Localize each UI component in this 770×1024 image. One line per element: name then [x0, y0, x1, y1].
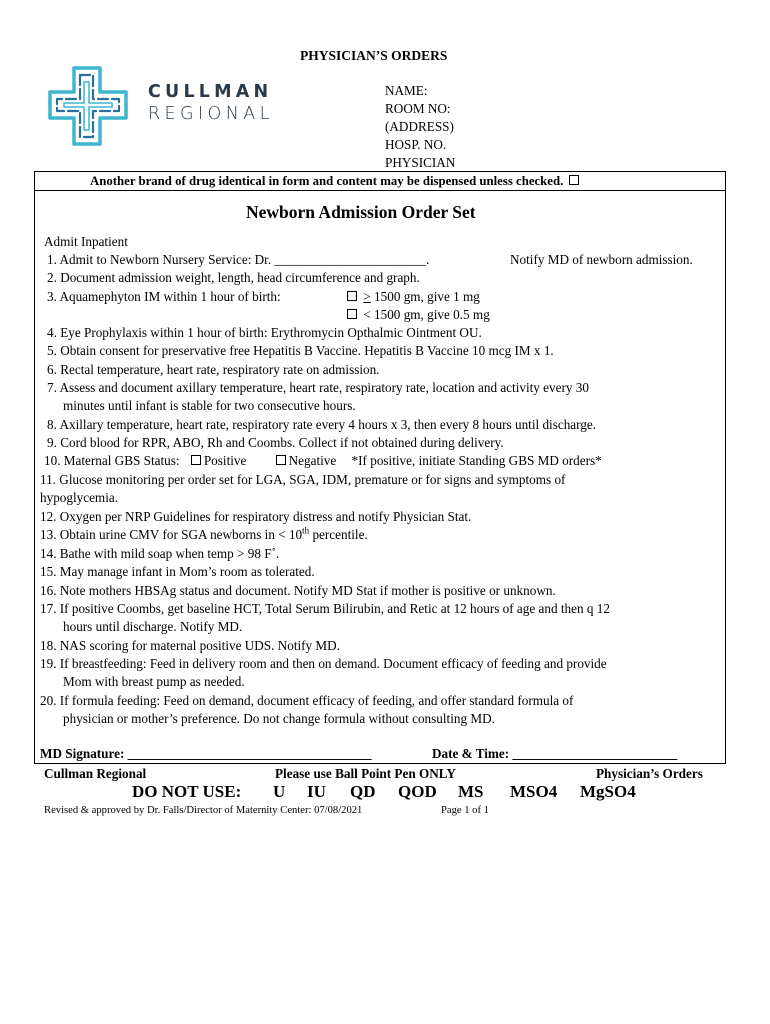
- footer-form-name: Physician’s Orders: [596, 766, 703, 781]
- order-6: 6. Rectal temperature, heart rate, respiratory rate on admission.: [47, 362, 380, 377]
- order-4: 4. Eye Prophylaxis within 1 hour of birth: Erythromycin Opthalmic Ointment OU.: [47, 325, 482, 340]
- page-number: Page 1 of 1: [441, 805, 489, 816]
- gbs-positive-label: Positive: [203, 453, 247, 468]
- cross-logo-icon: [44, 62, 132, 150]
- order-13: [40, 526, 368, 544]
- dnu-abbrev: U: [273, 782, 286, 801]
- order-3-option-1: [345, 288, 480, 306]
- admit-inpatient: Admit Inpatient: [44, 234, 128, 249]
- order-10: [44, 452, 602, 470]
- brand-notice: [90, 172, 582, 190]
- brand-notice-text: Another brand of drug identical in form and content may be dispensed unless checked.: [90, 174, 564, 188]
- aquamephyton-0-5mg-checkbox[interactable]: [347, 309, 357, 319]
- do-not-use-label: DO NOT USE:: [132, 782, 242, 801]
- order-3-option-1-symbol: >: [363, 289, 371, 304]
- form-title: Newborn Admission Order Set: [246, 202, 476, 222]
- notice-divider: [34, 190, 726, 191]
- order-12: 12. Oxygen per NRP Guidelines for respiratory distress and notify Physician Stat.: [40, 509, 472, 524]
- order-13-text-end: percentile.: [309, 527, 368, 542]
- patient-name-field: NAME:: [385, 83, 428, 98]
- order-19: 19. If breastfeeding: Feed in delivery room and then on demand. Document efficacy of feeding and provide: [40, 656, 607, 671]
- gbs-negative-label: Negative: [288, 453, 337, 468]
- order-8: 8. Axillary temperature, heart rate, respiratory rate every 4 hours x 3, then every 8 hours until discharge.: [47, 417, 597, 432]
- footer-pen-note: Please use Ball Point Pen ONLY: [275, 766, 456, 781]
- patient-info-block: [385, 82, 455, 172]
- order-13-text: 13. Obtain urine CMV for SGA newborns in < 10: [40, 527, 303, 542]
- do-not-use-line: [132, 782, 636, 802]
- dnu-abbrev: MSO4: [510, 782, 558, 801]
- order-17-cont: hours until discharge. Notify MD.: [63, 619, 243, 634]
- date-time-line[interactable]: Date & Time: _________________________: [432, 746, 678, 761]
- cullman-regional-logo: [44, 62, 132, 150]
- gbs-positive-checkbox[interactable]: [191, 455, 201, 465]
- dnu-abbrev: QOD: [398, 782, 437, 801]
- order-5: 5. Obtain consent for preservative free Hepatitis B Vaccine. Hepatitis B Vaccine 10 mcg IM x 1.: [47, 343, 554, 358]
- brand-substitution-checkbox[interactable]: [569, 175, 579, 185]
- address-field: (ADDRESS): [385, 119, 454, 134]
- order-19-cont: Mom with breast pump as needed.: [63, 674, 245, 689]
- revision-note: Revised & approved by Dr. Falls/Director of Maternity Center: 07/08/2021: [44, 805, 363, 816]
- order-3-option-1-text: 1500 gm, give 1 mg: [370, 289, 480, 304]
- order-1-text: 1. Admit to Newborn Nursery Service: Dr. _______________________.: [47, 252, 430, 267]
- order-1-notify: Notify MD of newborn admission.: [510, 252, 693, 267]
- order-16: 16. Note mothers HBSAg status and document. Notify MD Stat if mother is positive or unknown.: [40, 583, 556, 598]
- order-10-label: 10. Maternal GBS Status:: [44, 453, 180, 468]
- order-9: 9. Cord blood for RPR, ABO, Rh and Coombs. Collect if not obtained during delivery.: [47, 435, 504, 450]
- order-14: 14. Bathe with mild soap when temp > 98 F˚.: [40, 546, 280, 561]
- order-13-sup: th: [302, 525, 310, 536]
- order-3-option-2: [345, 306, 490, 324]
- hosp-no-field: HOSP. NO.: [385, 137, 447, 152]
- order-20-cont: physician or mother’s preference. Do not change formula without consulting MD.: [63, 711, 495, 726]
- room-no-field: ROOM NO:: [385, 101, 451, 116]
- logo-text-cullman: CULLMAN: [148, 82, 273, 102]
- order-20: 20. If formula feeding: Feed on demand, document efficacy of feeding, and offer standard formula of: [40, 693, 574, 708]
- footer-hospital: Cullman Regional: [44, 766, 147, 781]
- dnu-abbrev: MS: [458, 782, 484, 801]
- md-signature-line[interactable]: MD Signature: _____________________________________: [40, 746, 372, 761]
- order-15: 15. May manage infant in Mom’s room as tolerated.: [40, 564, 315, 579]
- logo-text-regional: REGIONAL: [148, 104, 274, 124]
- order-2: 2. Document admission weight, length, head circumference and graph.: [47, 270, 420, 285]
- gbs-negative-checkbox[interactable]: [276, 455, 286, 465]
- order-11-cont: hypoglycemia.: [40, 490, 119, 505]
- order-3: 3. Aquamephyton IM within 1 hour of birth:: [47, 289, 281, 304]
- order-1: [47, 251, 429, 269]
- order-11: 11. Glucose monitoring per order set for LGA, SGA, IDM, premature or for signs and symptoms of: [40, 472, 566, 487]
- order-7: 7. Assess and document axillary temperature, heart rate, respiratory rate, location and activity every 30: [47, 380, 589, 395]
- order-7-cont: minutes until infant is stable for two consecutive hours.: [63, 398, 356, 413]
- order-17: 17. If positive Coombs, get baseline HCT, Total Serum Bilirubin, and Retic at 12 hours of age and then q 12: [40, 601, 610, 616]
- gbs-note: *If positive, initiate Standing GBS MD orders*: [351, 453, 602, 468]
- dnu-abbrev: MgSO4: [580, 782, 636, 801]
- aquamephyton-1mg-checkbox[interactable]: [347, 291, 357, 301]
- page-title: PHYSICIAN’S ORDERS: [300, 48, 448, 63]
- order-3-option-2-text: < 1500 gm, give 0.5 mg: [363, 307, 490, 322]
- physician-field: PHYSICIAN: [385, 155, 456, 170]
- order-18: 18. NAS scoring for maternal positive UDS. Notify MD.: [40, 638, 340, 653]
- dnu-abbrev: IU: [307, 782, 326, 801]
- dnu-abbrev: QD: [350, 782, 376, 801]
